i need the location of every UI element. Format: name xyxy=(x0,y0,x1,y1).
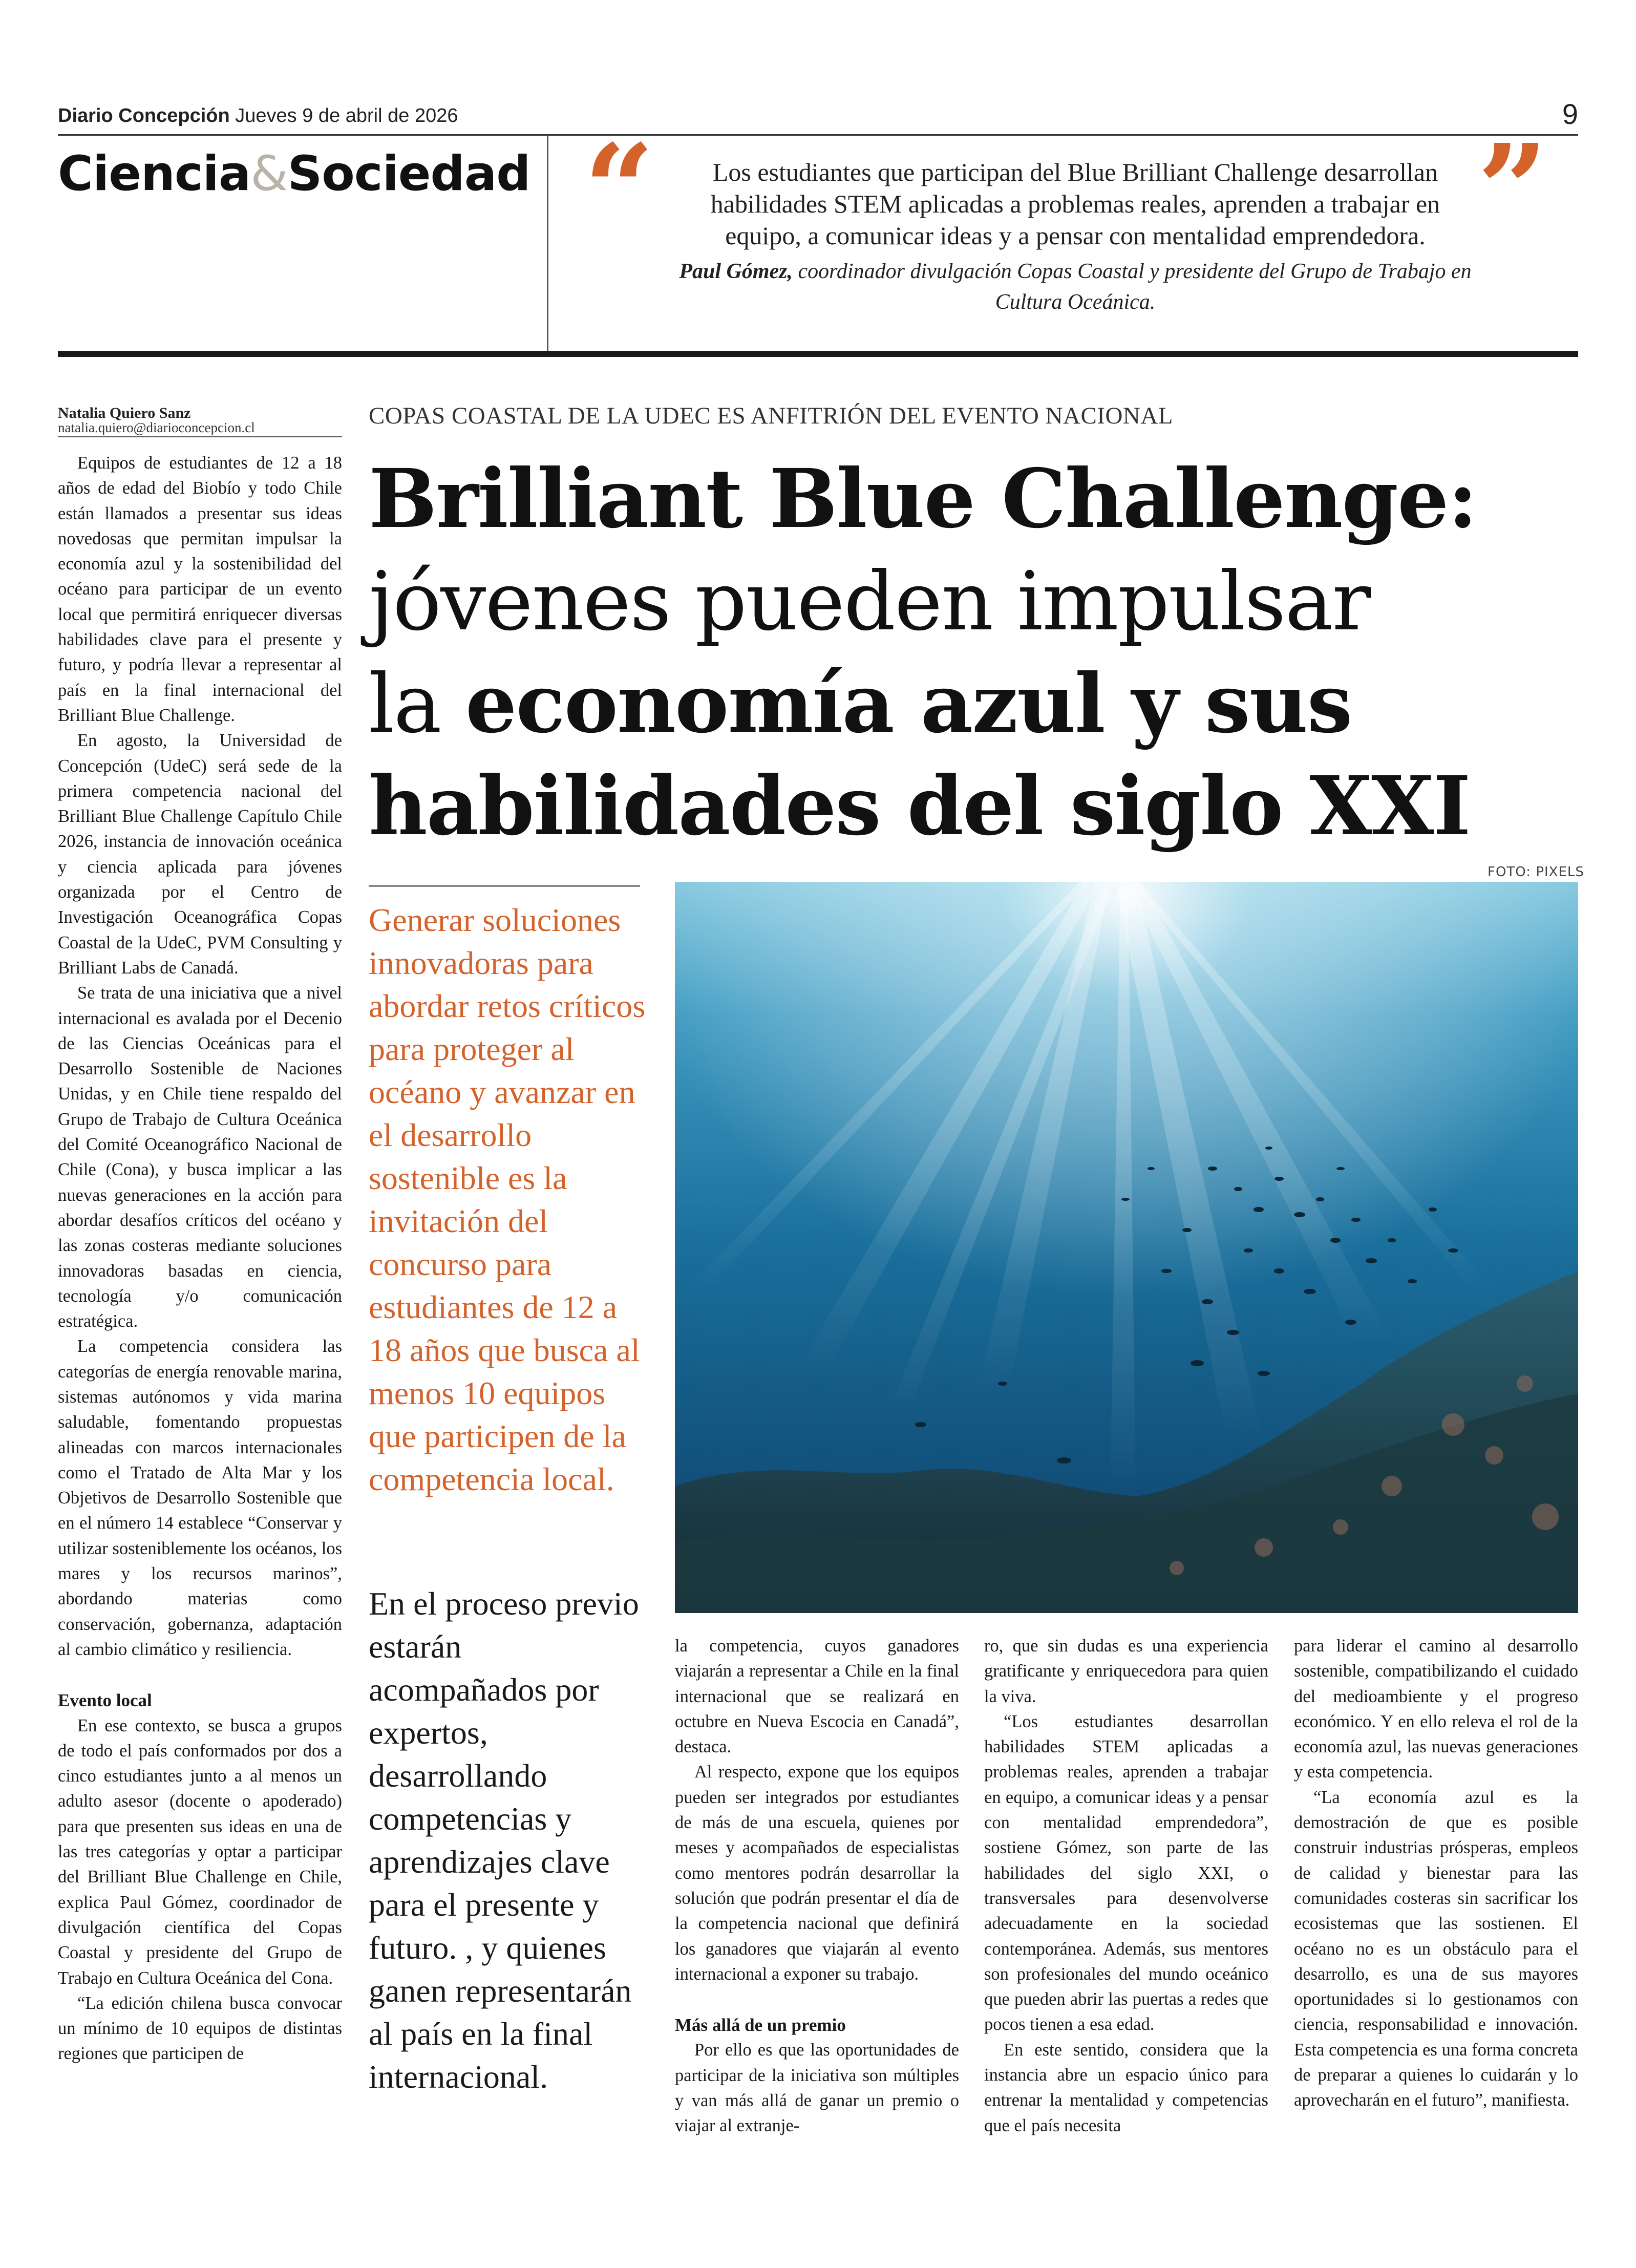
byline-rule xyxy=(58,436,342,437)
body-column-4 xyxy=(1294,1634,1578,2113)
headline-line-3b: economía azul y sus xyxy=(465,656,1352,751)
headline-line-3a: la xyxy=(369,657,465,751)
kicker: COPAS COASTAL DE LA UDEC ES ANFITRIÓN DEL EVENTO NACIONAL xyxy=(369,402,1173,429)
header-divider xyxy=(547,136,548,351)
paragraph: Se trata de una iniciativa que a nivel internacional es avalada por el Decenio de las Ciencias Oceánicas para el Desarrollo Sostenible de Naciones Unidas, y en Chile tiene respaldo del Grupo de Trabajo de Cultura Oceánica del Comité Oceanográfico Nacional de Chile (Cona), y busca implicar a las nuevas generaciones en la acción para abordar desafíos críticos del océano y las zonas costeras mediante soluciones innovadoras basadas en ciencia, tecnología y/o comunicación estratégica. xyxy=(58,983,342,1331)
headline-line-4: habilidades del siglo XXI xyxy=(369,759,1470,854)
byline-author: Natalia Quiero Sanz xyxy=(58,405,191,421)
masthead-line xyxy=(58,105,458,127)
underwater-photo xyxy=(675,882,1578,1613)
paragraph: “Los estudiantes desarrollan habilidades STEM aplicadas a problemas reales, aprenden a trabajar en equipo, a comunicar ideas y a pensar con mentalidad emprendedora”, sostiene Gómez, son parte de las habilidades del siglo XXI, o transversales para desenvolverse adecuadamente en la sociedad contemporánea. Además, sus mentores son profesionales del mundo oceánico que pueden abrir las puertas a redes que pocos tienen a esa edad. xyxy=(984,1711,1268,2034)
quote-author: Paul Gómez, xyxy=(679,260,793,283)
subhead-evento-local: Evento local xyxy=(58,1690,152,1711)
headline-line-1: Brilliant Blue Challenge: xyxy=(369,452,1477,546)
section-title: Ciencia&Sociedad xyxy=(58,146,530,202)
paragraph: Equipos de estudiantes de 12 a 18 años de edad del Biobío y todo Chile están llamados a presentar sus ideas novedosas que permitan impulsar la economía azul y la sostenibilidad del océano para participar de un evento local que permitirá enriquecer diversas habilidades clave para el presente y futuro, y podría llevar a representar al país en la final internacional del Brilliant Blue Challenge. xyxy=(58,453,342,725)
close-quote-icon: ” xyxy=(1477,117,1548,262)
highlight-black: En el proceso previo estarán acompañados por expertos, desarrollando competencias y aprendizajes clave para el presente y futuro. , y quienes ganen representarán al país en la final internacional. xyxy=(369,1585,639,2095)
paragraph: En este sentido, considera que la instancia abre un espacio único para entrenar la mentalidad y competencias que el país necesita xyxy=(984,2040,1268,2135)
paragraph: ro, que sin dudas es una experiencia gratificante y enriquecedora para quien la viva. xyxy=(984,1636,1268,1706)
highlight-orange: Generar soluciones innovadoras para abordar retos críticos para proteger al océano y avanzar en el desarrollo sostenible es la invitación del concurso para estudiantes de 12 a 18 años que busca al menos 10 equipos que participen de la competencia local. xyxy=(369,902,646,1497)
header-rule xyxy=(58,134,1578,136)
pull-quote-attribution xyxy=(666,256,1485,317)
paragraph: Por ello es que las oportunidades de participar de la iniciativa son múltiples y van más allá de ganar un premio o viajar al extranje- xyxy=(675,2040,959,2136)
open-quote-icon: “ xyxy=(584,117,655,262)
paragraph: la competencia, cuyos ganadores viajarán a representar a Chile en la final internacional que se realizará en octubre en Nueva Escocia en Canadá”, destaca. xyxy=(675,1636,959,1757)
paragraph: La competencia considera las categorías de energía renovable marina, sistemas autónomos y vida marina saludable, fomentando propuestas alineadas con marcos internacionales como el Tratado de Alta Mar y los Objetivos de Desarrollo Sostenible que en el número 14 establece “Conservar y utilizar sosteniblemente los océanos, los mares y los recursos marinos”, abordando materias como conservación, gobernanza, adaptación al cambio climático y resiliencia. xyxy=(58,1337,342,1659)
paragraph: para liderar el camino al desarrollo sostenible, compatibilizando el cuidado del medioambiente y el progreso económico. Y en ello releva el rol de la economía azul, las nuevas generaciones y esta competencia. xyxy=(1294,1636,1578,1782)
headline-line-2: jóvenes pueden impulsar xyxy=(369,555,1370,649)
paragraph: “La edición chilena busca convocar un mínimo de 10 equipos de distintas regiones que participen de xyxy=(58,1993,342,2064)
paragraph: Al respecto, expone que los equipos pueden ser integrados por estudiantes de más de una escuela, quienes por meses y acompañados de especialistas como mentores podrán desarrollar la solución que podrán presentar el día de la competencia nacional que definirá los ganadores que viajarán al evento internacional a exponer su trabajo. xyxy=(675,1762,959,1984)
issue-date: Jueves 9 de abril de 2026 xyxy=(235,105,458,126)
quote-author-role: coordinador divulgación Copas Coastal y presidente del Grupo de Trabajo en Cultura Oceánica. xyxy=(798,260,1472,314)
photo-credit: FOTO: PIXELS xyxy=(1488,864,1584,880)
paragraph: “La economía azul es la demostración de que es posible construir industrias prósperas, empleos de calidad y bienestar para las comunidades costeras sin sacrificar los ecosistemas que las sostienen. El océano no es un obstáculo para el desarrollo, es una de sus mayores oportunidades si lo gestionamos con ciencia, responsabilidad e innovación. Esta competencia es una forma concreta de preparar a quienes lo cuidarán y lo aprovecharán en el futuro”, manifiesta. xyxy=(1294,1787,1578,2110)
highlight-rule xyxy=(369,885,640,887)
headline xyxy=(369,448,1577,858)
pull-quote-text: Los estudiantes que participan del Blue Brilliant Challenge desarrollan habilidades STEM aplicadas a problemas reales, aprenden a trabajar en equipo, a comunicar ideas y a pensar con mentalidad emprendedora. xyxy=(710,158,1440,250)
paragraph: En agosto, la Universidad de Concepción (UdeC) será sede de la primera competencia nacional del Brilliant Blue Challenge Capítulo Chile 2026, instancia de innovación oceánica y ciencia aplicada para jóvenes organizada por el Centro de Investigación Oceanográfica Copas Coastal de la UdeC, PVM Consulting y Brilliant Labs de Canadá. xyxy=(58,731,342,978)
paper-name: Diario Concepción xyxy=(58,105,230,126)
body-column-3 xyxy=(984,1634,1268,2138)
body-column-1 xyxy=(58,451,342,2067)
ocean-reef-image xyxy=(675,882,1578,1613)
byline-email[interactable]: natalia.quiero@diarioconcepcion.cl xyxy=(58,420,255,435)
header-thick-rule xyxy=(58,351,1578,357)
section-ampersand: & xyxy=(250,146,288,202)
subhead-mas-alla: Más allá de un premio xyxy=(675,2015,846,2036)
paragraph: En ese contexto, se busca a grupos de todo el país conformados por dos a cinco estudiantes junto a al menos un adulto asesor (docente o apoderado) para que presenten sus ideas en una de las tres categorías y optar a participar del Brilliant Blue Challenge en Chile, explica Paul Gómez, coordinador de divulgación científica del Copas Coastal y presidente del Grupo de Trabajo en Cultura Oceánica del Cona. xyxy=(58,1715,342,1988)
page-number: 9 xyxy=(1562,98,1578,130)
body-column-2 xyxy=(675,1634,959,2139)
